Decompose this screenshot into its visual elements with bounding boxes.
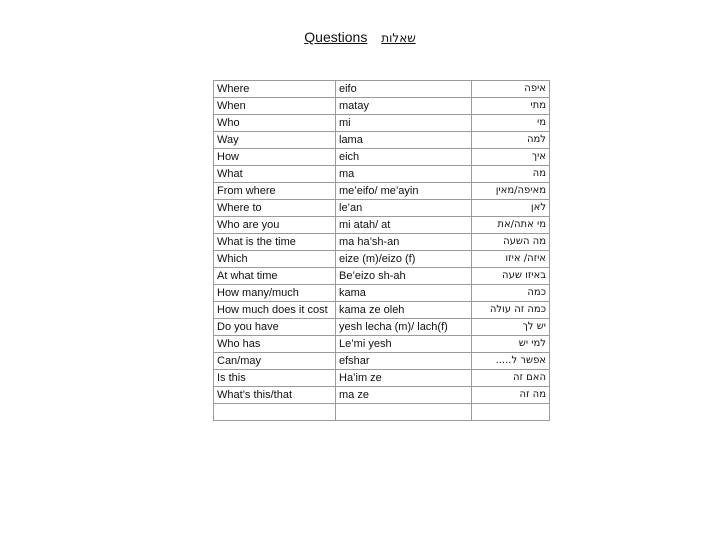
english-cell: How much does it cost xyxy=(214,302,336,319)
table-row xyxy=(214,370,550,387)
english-cell: Who are you xyxy=(214,217,336,234)
english-cell: How many/much xyxy=(214,285,336,302)
hebrew-cell: מי xyxy=(472,115,550,132)
table-row xyxy=(214,387,550,404)
transliteration-cell: yesh lecha (m)/ lach(f) xyxy=(336,319,472,336)
table-row xyxy=(214,217,550,234)
hebrew-cell: באיזו שעה xyxy=(472,268,550,285)
transliteration-cell: efshar xyxy=(336,353,472,370)
hebrew-cell: אפשר ל..... xyxy=(472,353,550,370)
table-row xyxy=(214,336,550,353)
transliteration-cell xyxy=(336,404,472,421)
table-row xyxy=(214,268,550,285)
hebrew-cell: מאיפה/מאין xyxy=(472,183,550,200)
transliteration-cell: Ha’im ze xyxy=(336,370,472,387)
english-cell: What’s this/that xyxy=(214,387,336,404)
english-cell: What xyxy=(214,166,336,183)
transliteration-cell: Be’eizo sh-ah xyxy=(336,268,472,285)
hebrew-cell: מה xyxy=(472,166,550,183)
transliteration-cell: mi xyxy=(336,115,472,132)
transliteration-cell: eifo xyxy=(336,81,472,98)
hebrew-cell: כמה זה עולה xyxy=(472,302,550,319)
english-cell: Who has xyxy=(214,336,336,353)
table-row xyxy=(214,319,550,336)
hebrew-cell: מה השעה xyxy=(472,234,550,251)
table-row xyxy=(214,149,550,166)
hebrew-cell: לאן xyxy=(472,200,550,217)
table-row xyxy=(214,353,550,370)
english-cell: Where to xyxy=(214,200,336,217)
transliteration-cell: ma ze xyxy=(336,387,472,404)
hebrew-cell: איפה xyxy=(472,81,550,98)
hebrew-cell xyxy=(472,404,550,421)
transliteration-cell: Le’mi yesh xyxy=(336,336,472,353)
table-row xyxy=(214,166,550,183)
vocabulary-table xyxy=(213,80,550,421)
english-cell xyxy=(214,404,336,421)
transliteration-cell: kama ze oleh xyxy=(336,302,472,319)
transliteration-cell: kama xyxy=(336,285,472,302)
table-row xyxy=(214,81,550,98)
hebrew-cell: כמה xyxy=(472,285,550,302)
transliteration-cell: ma ha’sh-an xyxy=(336,234,472,251)
table-row xyxy=(214,200,550,217)
transliteration-cell: matay xyxy=(336,98,472,115)
english-cell: Do you have xyxy=(214,319,336,336)
hebrew-cell: איך xyxy=(472,149,550,166)
english-cell: Who xyxy=(214,115,336,132)
table-row xyxy=(214,302,550,319)
english-cell: Which xyxy=(214,251,336,268)
hebrew-cell: למי יש xyxy=(472,336,550,353)
hebrew-cell: מי אתה/את xyxy=(472,217,550,234)
english-cell: Way xyxy=(214,132,336,149)
english-cell: From where xyxy=(214,183,336,200)
english-cell: Is this xyxy=(214,370,336,387)
transliteration-cell: le’an xyxy=(336,200,472,217)
hebrew-cell: יש לך xyxy=(472,319,550,336)
english-cell: Where xyxy=(214,81,336,98)
hebrew-cell: למה xyxy=(472,132,550,149)
table-row xyxy=(214,132,550,149)
table-row xyxy=(214,98,550,115)
table-row xyxy=(214,285,550,302)
hebrew-cell: האם זה xyxy=(472,370,550,387)
english-cell: When xyxy=(214,98,336,115)
transliteration-cell: ma xyxy=(336,166,472,183)
hebrew-cell: איזה/ איזו xyxy=(472,251,550,268)
page-title xyxy=(0,28,720,47)
transliteration-cell: eich xyxy=(336,149,472,166)
table-row xyxy=(214,251,550,268)
transliteration-cell: lama xyxy=(336,132,472,149)
hebrew-cell: מתי xyxy=(472,98,550,115)
table-row xyxy=(214,234,550,251)
title-english: Questions xyxy=(304,29,368,45)
english-cell: What is the time xyxy=(214,234,336,251)
vocabulary-table-body xyxy=(214,81,550,421)
transliteration-cell: me’eifo/ me’ayin xyxy=(336,183,472,200)
title-hebrew: שאלות xyxy=(381,31,416,45)
hebrew-cell: מה זה xyxy=(472,387,550,404)
english-cell: Can/may xyxy=(214,353,336,370)
transliteration-cell: eize (m)/eizo (f) xyxy=(336,251,472,268)
table-row xyxy=(214,183,550,200)
english-cell: At what time xyxy=(214,268,336,285)
table-row xyxy=(214,404,550,421)
english-cell: How xyxy=(214,149,336,166)
transliteration-cell: mi atah/ at xyxy=(336,217,472,234)
table-row xyxy=(214,115,550,132)
